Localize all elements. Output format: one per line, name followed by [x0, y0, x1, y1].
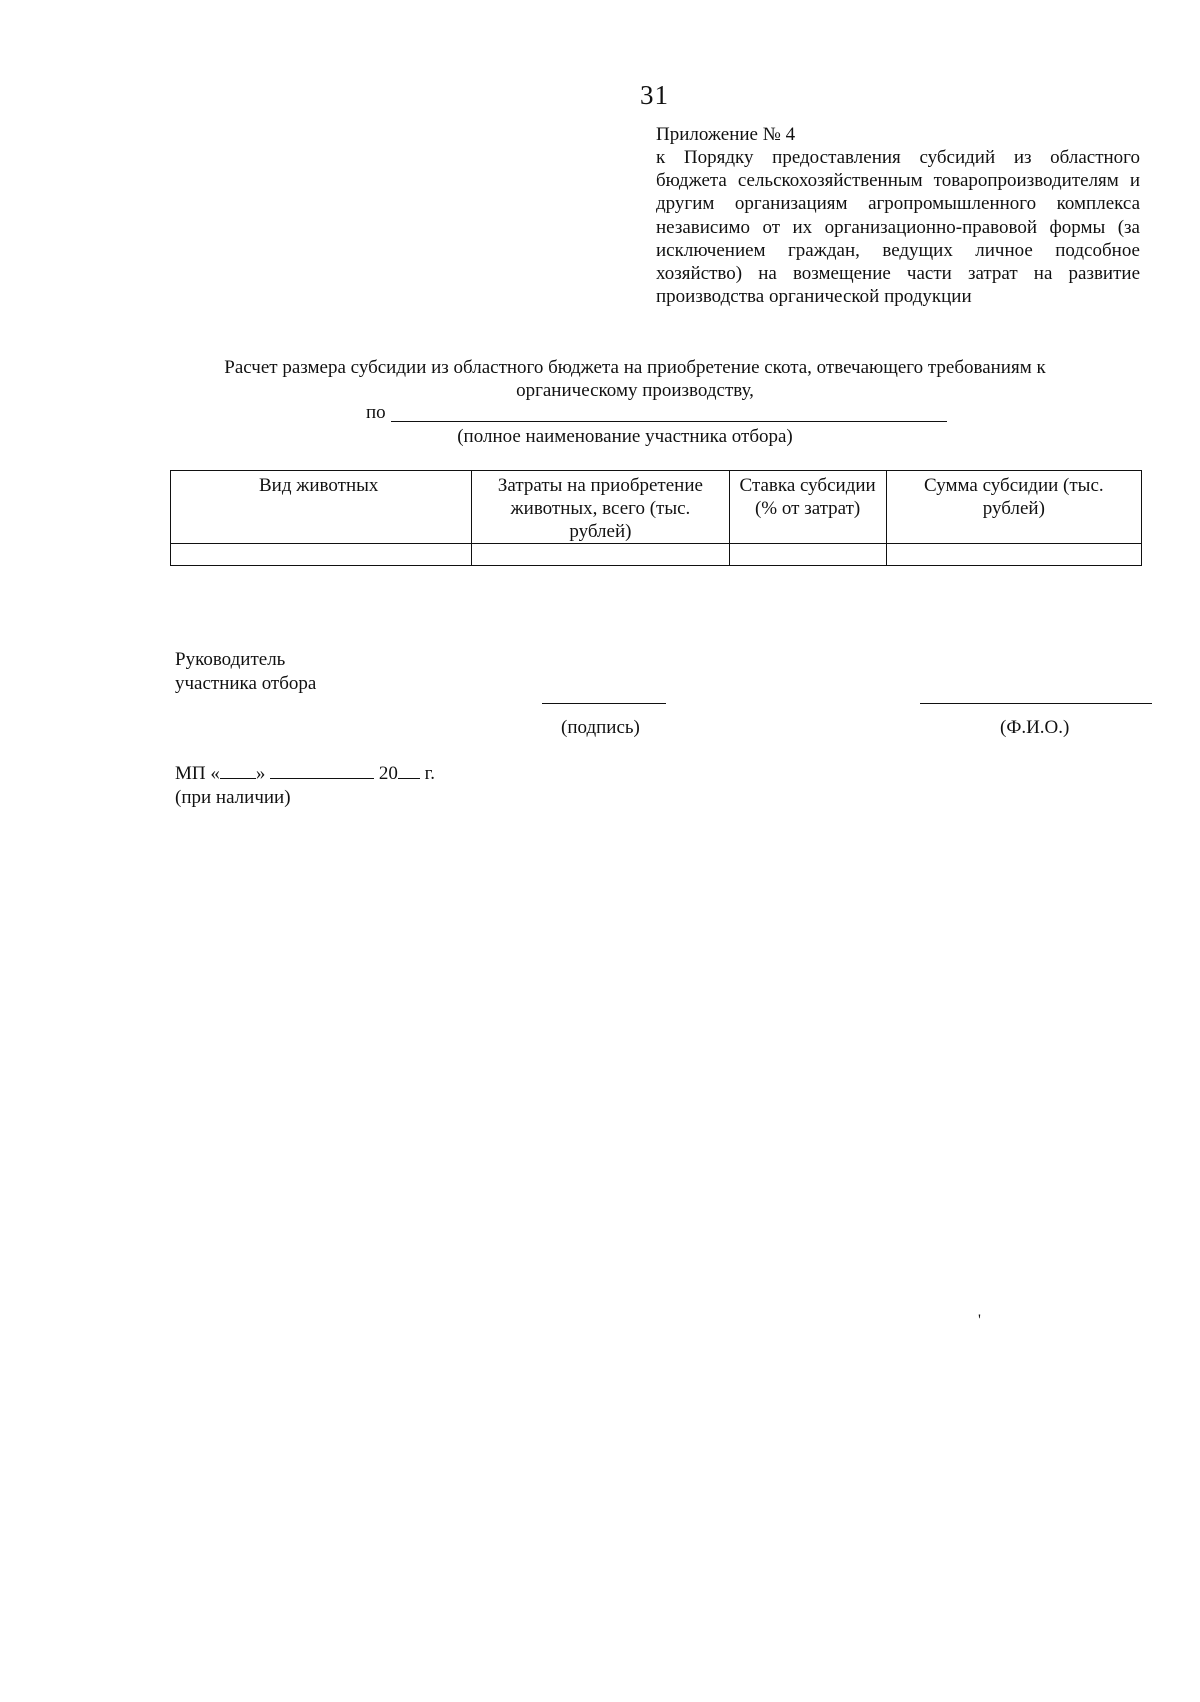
stray-mark: ' — [978, 1312, 981, 1329]
appendix-title: Приложение № 4 — [656, 124, 796, 145]
participant-name-field[interactable] — [391, 421, 947, 422]
participant-name-caption: (полное наименование участника отбора) — [457, 426, 793, 447]
header-subsidy-amount: Сумма субсидии (тыс. рублей) — [886, 471, 1141, 544]
subsidy-table — [170, 470, 1142, 566]
stamp-date-line — [175, 760, 435, 786]
date-month-field[interactable] — [270, 760, 374, 779]
header-animal-type: Вид животных — [171, 471, 472, 544]
calculation-title-line-1: Расчет размера субсидии из областного бюджета на приобретение скота, отвечающего требованиям к — [224, 357, 1046, 378]
signature-field[interactable] — [542, 703, 666, 704]
cell-animal-type[interactable] — [171, 544, 472, 566]
signature-caption: (подпись) — [561, 717, 640, 738]
stamp-block — [175, 760, 435, 810]
stamp-year-suffix: г. — [424, 763, 436, 784]
stamp-year-prefix: 20 — [378, 763, 398, 784]
cell-subsidy-rate[interactable] — [729, 544, 886, 566]
header-purchase-costs: Затраты на приобретение животных, всего (тыс. рублей) — [472, 471, 729, 544]
fio-caption: (Ф.И.О.) — [1000, 717, 1070, 738]
fio-field[interactable] — [920, 703, 1152, 704]
date-day-field[interactable] — [220, 760, 256, 779]
stamp-note: (при наличии) — [175, 787, 291, 808]
cell-purchase-costs[interactable] — [472, 544, 729, 566]
head-title-line-1: Руководитель — [175, 649, 286, 670]
page-number: 31 — [640, 80, 669, 110]
table-row — [171, 544, 1142, 566]
stamp-quote-close: » — [255, 763, 266, 784]
header-subsidy-rate: Ставка субсидии (% от затрат) — [729, 471, 886, 544]
appendix-body: к Порядку предоставления субсидий из областного бюджета сельскохозяйственным товаропроизводителям и другим организациям агропромышленного комплекса независимо от их организационно-правовой формы (за исключением граждан, ведущих личное подсобное хозяйство) на возмещение части затрат на развитие производства органической продукции — [656, 147, 1140, 308]
head-of-participant — [175, 648, 316, 696]
calculation-title-line-2: органическому производству, — [516, 380, 754, 401]
table-header-row — [171, 471, 1142, 544]
head-title-line-2: участника отбора — [175, 673, 317, 694]
po-label: по — [366, 402, 386, 423]
date-year-field[interactable] — [398, 760, 420, 779]
cell-subsidy-amount[interactable] — [886, 544, 1141, 566]
calculation-title — [170, 356, 1100, 402]
stamp-mp-label: МП « — [175, 763, 220, 784]
